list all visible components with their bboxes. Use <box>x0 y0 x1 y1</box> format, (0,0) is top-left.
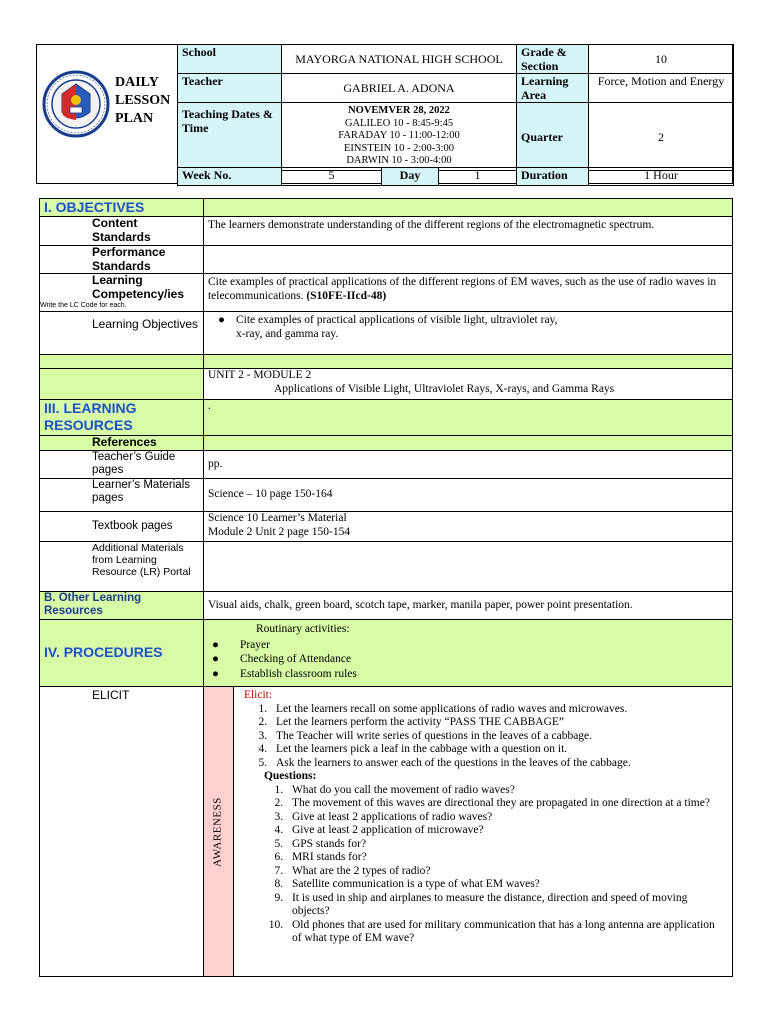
elicit-label: ELICIT <box>40 687 204 977</box>
performance-standards-value <box>203 246 732 274</box>
week-label: Week No. <box>178 168 282 186</box>
unit-line: UNIT 2 - MODULE 2 <box>207 369 312 381</box>
bullet-icon: ● <box>217 314 225 326</box>
dates-line-5: DARWIN 10 - 3:00-4:00 <box>346 155 452 166</box>
other-resources-label: B. Other Learning Resources <box>40 592 204 620</box>
dates-line-4: EINSTEIN 10 - 2:00-3:00 <box>344 142 454 154</box>
bullet-icon: ● <box>211 653 219 665</box>
question-item: 3. Give at least 2 applications of radio waves? <box>286 811 726 825</box>
awareness-label: AWARENESS <box>211 796 224 867</box>
questions-list <box>240 784 726 946</box>
other-resources-value: Visual aids, chalk, green board, scotch tape, marker, manila paper, power point presentation. <box>203 592 732 620</box>
content-value <box>203 369 732 400</box>
lr-value <box>203 542 732 592</box>
quarter-label: Quarter <box>517 103 589 171</box>
routinary-label: Routinary activities: <box>255 623 350 635</box>
dates-label: Teaching Dates & Time <box>178 103 282 171</box>
routinary-item-3: Establish classroom rules <box>239 667 357 680</box>
teacher-value: GABRIEL A. ADONA <box>282 74 517 103</box>
competency-code: (S10FE-IIcd-48) <box>306 289 387 302</box>
quarter-value: 2 <box>589 103 734 171</box>
content-standards-value: The learners demonstrate understanding of the different regions of the electromagnetic spectrum. <box>203 217 732 246</box>
routinary-cell <box>203 620 732 687</box>
dlp-title-line-3: PLAN <box>115 111 154 126</box>
procedures-heading: IV. PROCEDURES <box>40 620 204 687</box>
elicit-cell <box>203 687 732 977</box>
elicit-title: Elicit: <box>243 689 273 701</box>
elicit-step: 5. Ask the learners to answer each of the questions in the leaves of the cabbage. <box>270 757 726 771</box>
elicit-steps <box>240 703 726 771</box>
week-value: 5 <box>282 168 382 186</box>
area-value: Force, Motion and Energy <box>589 74 734 103</box>
school-value: MAYORGA NATIONAL HIGH SCHOOL <box>282 45 517 74</box>
question-item: 5. GPS stands for? <box>286 838 726 852</box>
question-item: 10. Old phones that are used for military communication that has a long antenna are application of what type of EM wave? <box>286 919 726 946</box>
week-row <box>177 167 734 186</box>
bullet-icon: ● <box>211 667 219 680</box>
learning-objective-line-1: Cite examples of practical applications of visible light, ultraviolet ray, <box>235 314 558 326</box>
references-label: References <box>40 436 204 451</box>
teacher-label: Teacher <box>178 74 282 103</box>
elicit-step: 3. The Teacher will write series of questions in the leaves of a cabbage. <box>270 730 726 744</box>
lr-label: Additional Materials from Learning Resource (LR) Portal <box>40 542 204 592</box>
question-item: 8. Satellite communication is a type of what EM waves? <box>286 878 726 892</box>
routinary-item <box>208 639 728 653</box>
question-item: 7. What are the 2 types of radio? <box>286 865 726 879</box>
bullet-icon: ● <box>211 638 219 651</box>
elicit-content <box>234 687 732 946</box>
lm-label: Learner’s Materials pages <box>40 479 204 512</box>
question-item: 4. Give at least 2 application of microwave? <box>286 824 726 838</box>
learning-objective-line-2: x-ray, and gamma ray. <box>235 327 339 340</box>
tb-value <box>203 512 732 542</box>
questions-label: Questions: <box>263 770 317 782</box>
content-standards-label: Content Standards <box>40 217 204 246</box>
resources-heading-value: . <box>203 400 732 436</box>
dlp-title-line-2: LESSON <box>115 93 171 108</box>
area-label: Learning Area <box>517 74 589 103</box>
routinary-item-1: Prayer <box>239 638 270 651</box>
routinary-item <box>208 653 728 667</box>
duration-label: Duration <box>517 168 589 186</box>
tb-label: Textbook pages <box>40 512 204 542</box>
competency-cell <box>40 274 204 312</box>
header-block <box>36 44 733 184</box>
content-heading-fill <box>203 355 732 369</box>
tg-label: Teacher’s Guide pages <box>40 451 204 479</box>
deped-seal-graphic <box>42 70 110 138</box>
question-item: 6. MRI stands for? <box>286 851 726 865</box>
school-label: School <box>178 45 282 74</box>
question-item: 1. What do you call the movement of radio waves? <box>286 784 726 798</box>
routinary-item <box>208 668 728 682</box>
content-heading-cell <box>40 355 204 369</box>
learning-objectives-label: Learning Objectives <box>40 312 204 355</box>
question-item: 2. The movement of this waves are directional they are propagated in one direction at a time? <box>286 797 726 811</box>
objectives-heading-fill <box>203 199 732 217</box>
dates-value <box>282 103 517 171</box>
tg-value: pp. <box>203 451 732 479</box>
tb-line-1: Science 10 Learner’s Material <box>207 512 347 524</box>
competency-label: Learning Competency/ies <box>92 273 185 301</box>
day-label: Day <box>382 168 439 186</box>
elicit-step: 1. Let the learners recall on some applications of radio waves and microwaves. <box>270 703 726 717</box>
elicit-step: 2. Let the learners perform the activity “PASS THE CABBAGE” <box>270 716 726 730</box>
deped-seal-icon <box>42 70 110 138</box>
grade-label: Grade & Section <box>517 45 589 74</box>
dates-line-1: NOVEMVER 28, 2022 <box>348 105 450 116</box>
dlp-title-line-1: DAILY <box>115 75 159 90</box>
question-item: 9. It is used in ship and airplanes to measure the distance, direction and speed of moving objects? <box>286 892 726 919</box>
lesson-plan-table <box>39 198 733 977</box>
competency-note: Write the LC Code for each. <box>40 302 127 309</box>
resources-heading: III. LEARNING RESOURCES <box>40 400 204 436</box>
competency-text: Cite examples of practical applications of the different regions of EM waves, such as the use of radio waves in telecommunications. <box>207 276 717 302</box>
content-label-cell <box>40 369 204 400</box>
competency-value <box>203 274 732 312</box>
lm-value: Science – 10 page 150-164 <box>203 479 732 512</box>
references-fill <box>203 436 732 451</box>
dates-line-2: GALILEO 10 - 8:45-9:45 <box>344 117 454 129</box>
day-value: 1 <box>439 168 517 186</box>
grade-value: 10 <box>589 45 734 74</box>
routinary-item-2: Checking of Attendance <box>239 653 352 665</box>
duration-value: 1 Hour <box>589 168 734 186</box>
objectives-heading: I. OBJECTIVES <box>40 199 204 217</box>
dates-line-3: FARADAY 10 - 11:00-12:00 <box>338 130 460 141</box>
awareness-band <box>204 687 234 976</box>
module-title: Applications of Visible Light, Ultraviolet Rays, X-rays, and Gamma Rays <box>273 382 615 395</box>
header-table <box>177 44 734 171</box>
elicit-step: 4. Let the learners pick a leaf in the cabbage with a question on it. <box>270 743 726 757</box>
learning-objective-item <box>218 314 728 328</box>
learning-objectives-value <box>203 312 732 355</box>
tb-line-2: Module 2 Unit 2 page 150-154 <box>207 525 351 538</box>
dlp-title <box>115 74 185 128</box>
performance-standards-label: Performance Standards <box>40 246 204 274</box>
